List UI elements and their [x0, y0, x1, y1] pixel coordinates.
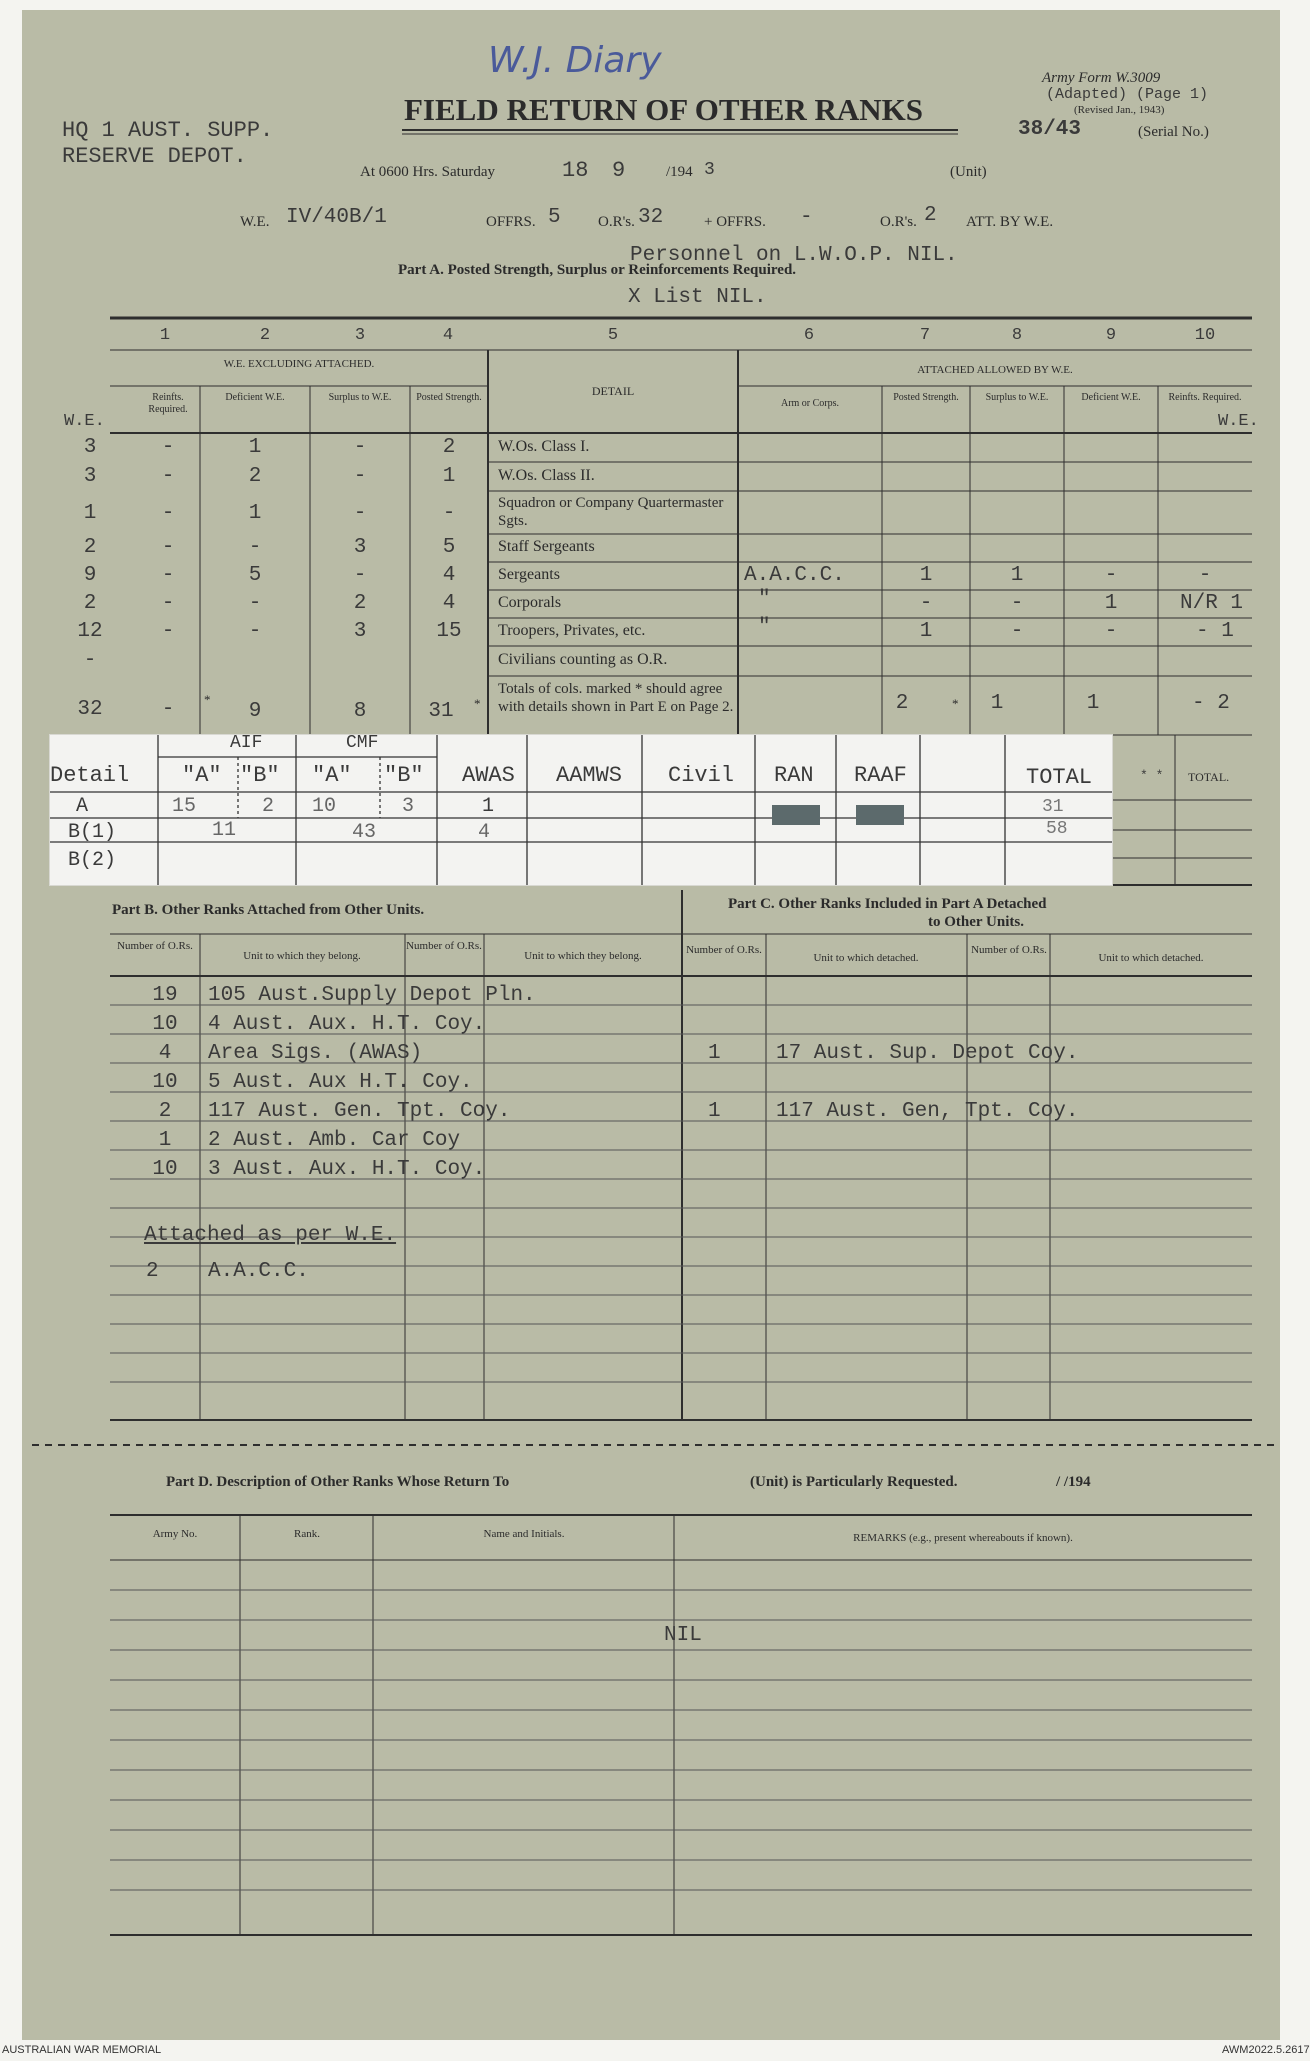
- detail-col-header: Detail: [50, 763, 130, 788]
- cell: -: [353, 465, 367, 488]
- raaf-header: RAAF: [854, 763, 907, 788]
- cell: -: [353, 564, 367, 587]
- part-c-title: Part C. Other Ranks Included in Part A Detached: [728, 896, 1047, 912]
- cell: -: [1010, 620, 1024, 643]
- cell: 43: [352, 821, 377, 844]
- entry-unit: 117 Aust. Gen, Tpt. Coy.: [776, 1100, 1079, 1123]
- serial-label: (Serial No.): [1138, 124, 1209, 140]
- cell: -: [248, 536, 262, 559]
- revised-note: (Revised Jan., 1943): [1074, 104, 1165, 116]
- cell: 3: [353, 536, 367, 559]
- strength-summary-insert: [50, 733, 1164, 885]
- posted-strength-header: Posted Strength.: [416, 392, 482, 403]
- cell: 1: [442, 465, 456, 488]
- cell: 1: [248, 502, 262, 525]
- star-marker: *: [474, 696, 481, 711]
- entry-unit: 3 Aust. Aux. H.T. Coy.: [208, 1158, 486, 1181]
- we-value: 2: [83, 592, 97, 615]
- cmf-header: CMF: [346, 733, 379, 753]
- part-d-title-unit: (Unit) is Particularly Requested.: [750, 1474, 958, 1490]
- remarks-header: REMARKS (e.g., present whereabouts if known).: [853, 1532, 1073, 1544]
- ors-value: 32: [638, 206, 664, 229]
- cell: -: [248, 620, 262, 643]
- total-cell: 58: [1046, 819, 1068, 839]
- cell: 15: [436, 620, 462, 643]
- offrs-label: OFFRS.: [486, 214, 536, 230]
- cell: 2: [442, 436, 456, 459]
- cell: -: [353, 436, 367, 459]
- part-a-title: Part A. Posted Strength, Surplus or Reinforcements Required.: [398, 262, 797, 278]
- reinfts-header: Reinfts. Required.: [148, 392, 188, 415]
- cell: 31: [428, 700, 454, 723]
- totals-detail-note: Totals of cols. marked * should agree with details shown in Part E on Page 2.: [498, 681, 734, 715]
- cell: 5: [442, 536, 456, 559]
- date-month: 9: [612, 158, 626, 183]
- entry-unit: 4 Aust. Aux. H.T. Coy.: [208, 1013, 486, 1036]
- entry-unit: A.A.C.C.: [208, 1260, 309, 1283]
- army-no-header: Army No.: [152, 1528, 198, 1540]
- cell: 9: [248, 700, 262, 723]
- cell: 5: [248, 564, 262, 587]
- entry-number: 10: [152, 1158, 178, 1181]
- part-c-unit-header-2: Unit to which detached.: [1098, 952, 1204, 964]
- col-number: 2: [259, 326, 271, 345]
- part-d-date: / /194: [1056, 1474, 1091, 1490]
- entry-unit: 2 Aust. Amb. Car Coy: [208, 1129, 461, 1152]
- entry-number: 10: [152, 1013, 178, 1036]
- unit-stamp-line2: RESERVE DEPOT.: [62, 144, 247, 169]
- aif-a-header: "A": [182, 763, 222, 788]
- entry-unit: 117 Aust. Gen. Tpt. Coy.: [208, 1100, 511, 1123]
- we-value: -: [83, 649, 97, 672]
- cell: 1: [482, 795, 495, 818]
- cell: -: [248, 592, 262, 615]
- cell: 1: [1010, 564, 1024, 587]
- part-b-num-header: Number of O.Rs.: [117, 940, 193, 952]
- col-number: 8: [1011, 326, 1023, 345]
- we-value: 2: [83, 536, 97, 559]
- plus-ors-value: 2: [924, 204, 937, 227]
- rank-header: Rank.: [294, 1528, 320, 1540]
- cell: N/R 1: [1180, 592, 1244, 615]
- detail-header: DETAIL: [591, 384, 635, 398]
- time-label: At 0600 Hrs. Saturday: [360, 164, 495, 180]
- civil-header: Civil: [668, 763, 735, 788]
- unit-label: (Unit): [950, 164, 987, 180]
- cell: -: [161, 436, 175, 459]
- cell: - 2: [1192, 692, 1230, 715]
- cell: 2: [248, 465, 262, 488]
- cell: -: [1010, 592, 1024, 615]
- cell: 8: [353, 700, 367, 723]
- entry-number: 2: [146, 1260, 159, 1283]
- lwop-note: Personnel on L.W.O.P. NIL.: [630, 244, 958, 267]
- cell: 4: [442, 564, 456, 587]
- plus-ors-label: O.R's.: [880, 214, 917, 230]
- cmf-a-header: "A": [312, 763, 352, 788]
- detail-label: Sergeants: [498, 566, 560, 583]
- surplus-header: Surplus to W.E.: [328, 392, 392, 403]
- plus-offrs-value: -: [800, 206, 813, 229]
- ors-label: O.R's.: [598, 214, 635, 230]
- signature: W.J. Diary: [488, 40, 662, 81]
- col-number: 6: [803, 326, 815, 345]
- detail-label: Squadron or Company Quartermaster Sgts.: [498, 495, 724, 529]
- col-number: 10: [1194, 326, 1216, 345]
- cell: 1: [248, 436, 262, 459]
- att-posted-header: Posted Strength.: [893, 392, 959, 403]
- unit-stamp-line1: HQ 1 AUST. SUPP.: [62, 118, 274, 143]
- cell: 1: [919, 620, 933, 643]
- awas-header: AWAS: [462, 763, 515, 788]
- aif-b-header: "B": [240, 763, 280, 788]
- cell: 1: [1104, 592, 1118, 615]
- date-year-prefix: /194: [666, 164, 693, 180]
- arm-corps: ": [758, 588, 771, 611]
- entry-number: 1: [708, 1100, 721, 1123]
- cell: 2: [895, 692, 909, 715]
- cell: 1: [1086, 692, 1100, 715]
- name-header: Name and Initials.: [483, 1528, 565, 1540]
- form-title: FIELD RETURN OF OTHER RANKS: [404, 92, 924, 127]
- cell: 15: [172, 795, 197, 818]
- detail-label: Civilians counting as O.R.: [498, 651, 668, 668]
- col-number: 5: [607, 326, 619, 345]
- cell: 4: [478, 821, 491, 844]
- cell: -: [1104, 620, 1118, 643]
- cell: -: [1104, 564, 1118, 587]
- cell: -: [1198, 564, 1212, 587]
- offrs-value: 5: [548, 206, 561, 229]
- footer-reference: AWM2022.5.2617: [1222, 2044, 1310, 2056]
- detail-label: Troopers, Privates, etc.: [498, 622, 646, 639]
- cell: 3: [353, 620, 367, 643]
- part-b-num-header-2: Number of O.Rs.: [406, 940, 482, 952]
- we-value: 1: [83, 502, 97, 525]
- redaction-raaf: [856, 805, 904, 825]
- detail-label: Corporals: [498, 594, 562, 611]
- entry-unit: 105 Aust.Supply Depot Pln.: [208, 984, 536, 1007]
- entry-number: 10: [152, 1071, 178, 1094]
- cell: 2: [262, 795, 275, 818]
- part-b-unit-header-2: Unit to which they belong.: [524, 950, 642, 962]
- cell: -: [161, 502, 175, 525]
- detail-label: W.Os. Class II.: [498, 467, 595, 484]
- part-c-num-header: Number of O.Rs.: [686, 944, 762, 956]
- footer-archive: AUSTRALIAN WAR MEMORIAL: [2, 2044, 162, 2056]
- detail-label: Staff Sergeants: [498, 538, 595, 555]
- cell: -: [161, 698, 175, 721]
- arm-corps: ": [758, 616, 771, 639]
- cell: 10: [312, 795, 337, 818]
- entry-unit: 17 Aust. Sup. Depot Coy.: [776, 1042, 1079, 1065]
- arm-corps: A.A.C.C.: [744, 564, 845, 587]
- total-header: TOTAL: [1026, 765, 1093, 790]
- stars-marker: * *: [1140, 768, 1164, 783]
- x-list-note: X List NIL.: [628, 286, 767, 309]
- cell: -: [161, 536, 175, 559]
- col-number: 4: [442, 326, 454, 345]
- we-margin-label: W.E.: [64, 412, 105, 431]
- entry-number: 19: [152, 984, 178, 1007]
- we-excluding-header: W.E. EXCLUDING ATTACHED.: [223, 358, 375, 370]
- we-value: 3: [83, 465, 97, 488]
- cell: 3: [402, 795, 415, 818]
- att-by-we-label: ATT. BY W.E.: [966, 214, 1054, 230]
- part-c-title-2: to Other Units.: [928, 914, 1024, 930]
- part-b-title: Part B. Other Ranks Attached from Other Units.: [112, 902, 425, 918]
- we-value: IV/40B/1: [286, 206, 387, 229]
- cell: -: [161, 564, 175, 587]
- total-cell: 31: [1042, 797, 1064, 817]
- cell: -: [442, 502, 456, 525]
- we-value: 9: [83, 564, 97, 587]
- aif-header: AIF: [230, 733, 263, 753]
- col-number: 1: [159, 326, 171, 345]
- cell: 2: [353, 592, 367, 615]
- redaction-ran: [772, 805, 820, 825]
- cell: -: [161, 592, 175, 615]
- adapted-note: (Adapted) (Page 1): [1046, 86, 1209, 103]
- we-margin-label-right: W.E.: [1218, 412, 1259, 431]
- cell: 1: [990, 692, 1004, 715]
- col-number: 7: [919, 326, 931, 345]
- cell: -: [161, 620, 175, 643]
- attached-as-per-we: Attached as per W.E.: [144, 1224, 397, 1247]
- row-label: B(1): [68, 821, 117, 844]
- entry-number: 2: [158, 1100, 172, 1123]
- plus-offrs-label: + OFFRS.: [704, 214, 766, 230]
- cell: -: [919, 592, 933, 615]
- date-day: 18: [562, 158, 589, 183]
- cell: 4: [442, 592, 456, 615]
- date-year: 3: [704, 160, 715, 180]
- attached-allowed-header: ATTACHED ALLOWED BY W.E.: [917, 364, 1073, 376]
- part-c-num-header-2: Number of O.Rs.: [971, 944, 1047, 956]
- entry-number: 1: [158, 1129, 172, 1152]
- we-value: 12: [77, 620, 103, 643]
- star-marker: *: [204, 692, 211, 707]
- we-total: 32: [77, 698, 103, 721]
- part-b-unit-header: Unit to which they belong.: [243, 950, 361, 962]
- arm-corps-header: Arm or Corps.: [780, 398, 840, 409]
- cell: -: [353, 502, 367, 525]
- part-d-nil: NIL: [664, 1624, 702, 1647]
- insert-ruling: [50, 735, 1112, 885]
- att-surplus-header: Surplus to W.E.: [985, 392, 1049, 403]
- aamws-header: AAMWS: [556, 763, 623, 788]
- ran-header: RAN: [774, 763, 814, 788]
- row-label: B(2): [68, 849, 117, 872]
- entry-unit: 5 Aust. Aux H.T. Coy.: [208, 1071, 473, 1094]
- entry-number: 1: [708, 1042, 721, 1065]
- entry-number: 4: [158, 1042, 172, 1065]
- total-label-right: TOTAL.: [1188, 770, 1230, 784]
- att-reinfts-header: Reinfts. Required.: [1168, 392, 1242, 403]
- att-deficient-header: Deficient W.E.: [1081, 392, 1141, 403]
- cell: 1: [919, 564, 933, 587]
- entry-unit: Area Sigs. (AWAS): [208, 1042, 423, 1065]
- serial-number: 38/43: [1018, 118, 1082, 141]
- cell: 11: [212, 819, 237, 842]
- part-d-title: Part D. Description of Other Ranks Whose Return To: [166, 1474, 510, 1490]
- we-value: 3: [83, 436, 97, 459]
- col-number: 9: [1105, 326, 1117, 345]
- cell: -: [161, 465, 175, 488]
- army-form-number: Army Form W.3009: [1042, 70, 1161, 86]
- cmf-b-header: "B": [384, 763, 424, 788]
- cell: - 1: [1196, 620, 1234, 643]
- col-number: 3: [354, 326, 366, 345]
- row-label: A: [76, 795, 89, 818]
- detail-label: W.Os. Class I.: [498, 438, 590, 455]
- we-label: W.E.: [240, 214, 270, 230]
- deficient-header: Deficient W.E.: [225, 392, 285, 403]
- part-c-unit-header: Unit to which detached.: [813, 952, 919, 964]
- star-marker: *: [952, 696, 959, 711]
